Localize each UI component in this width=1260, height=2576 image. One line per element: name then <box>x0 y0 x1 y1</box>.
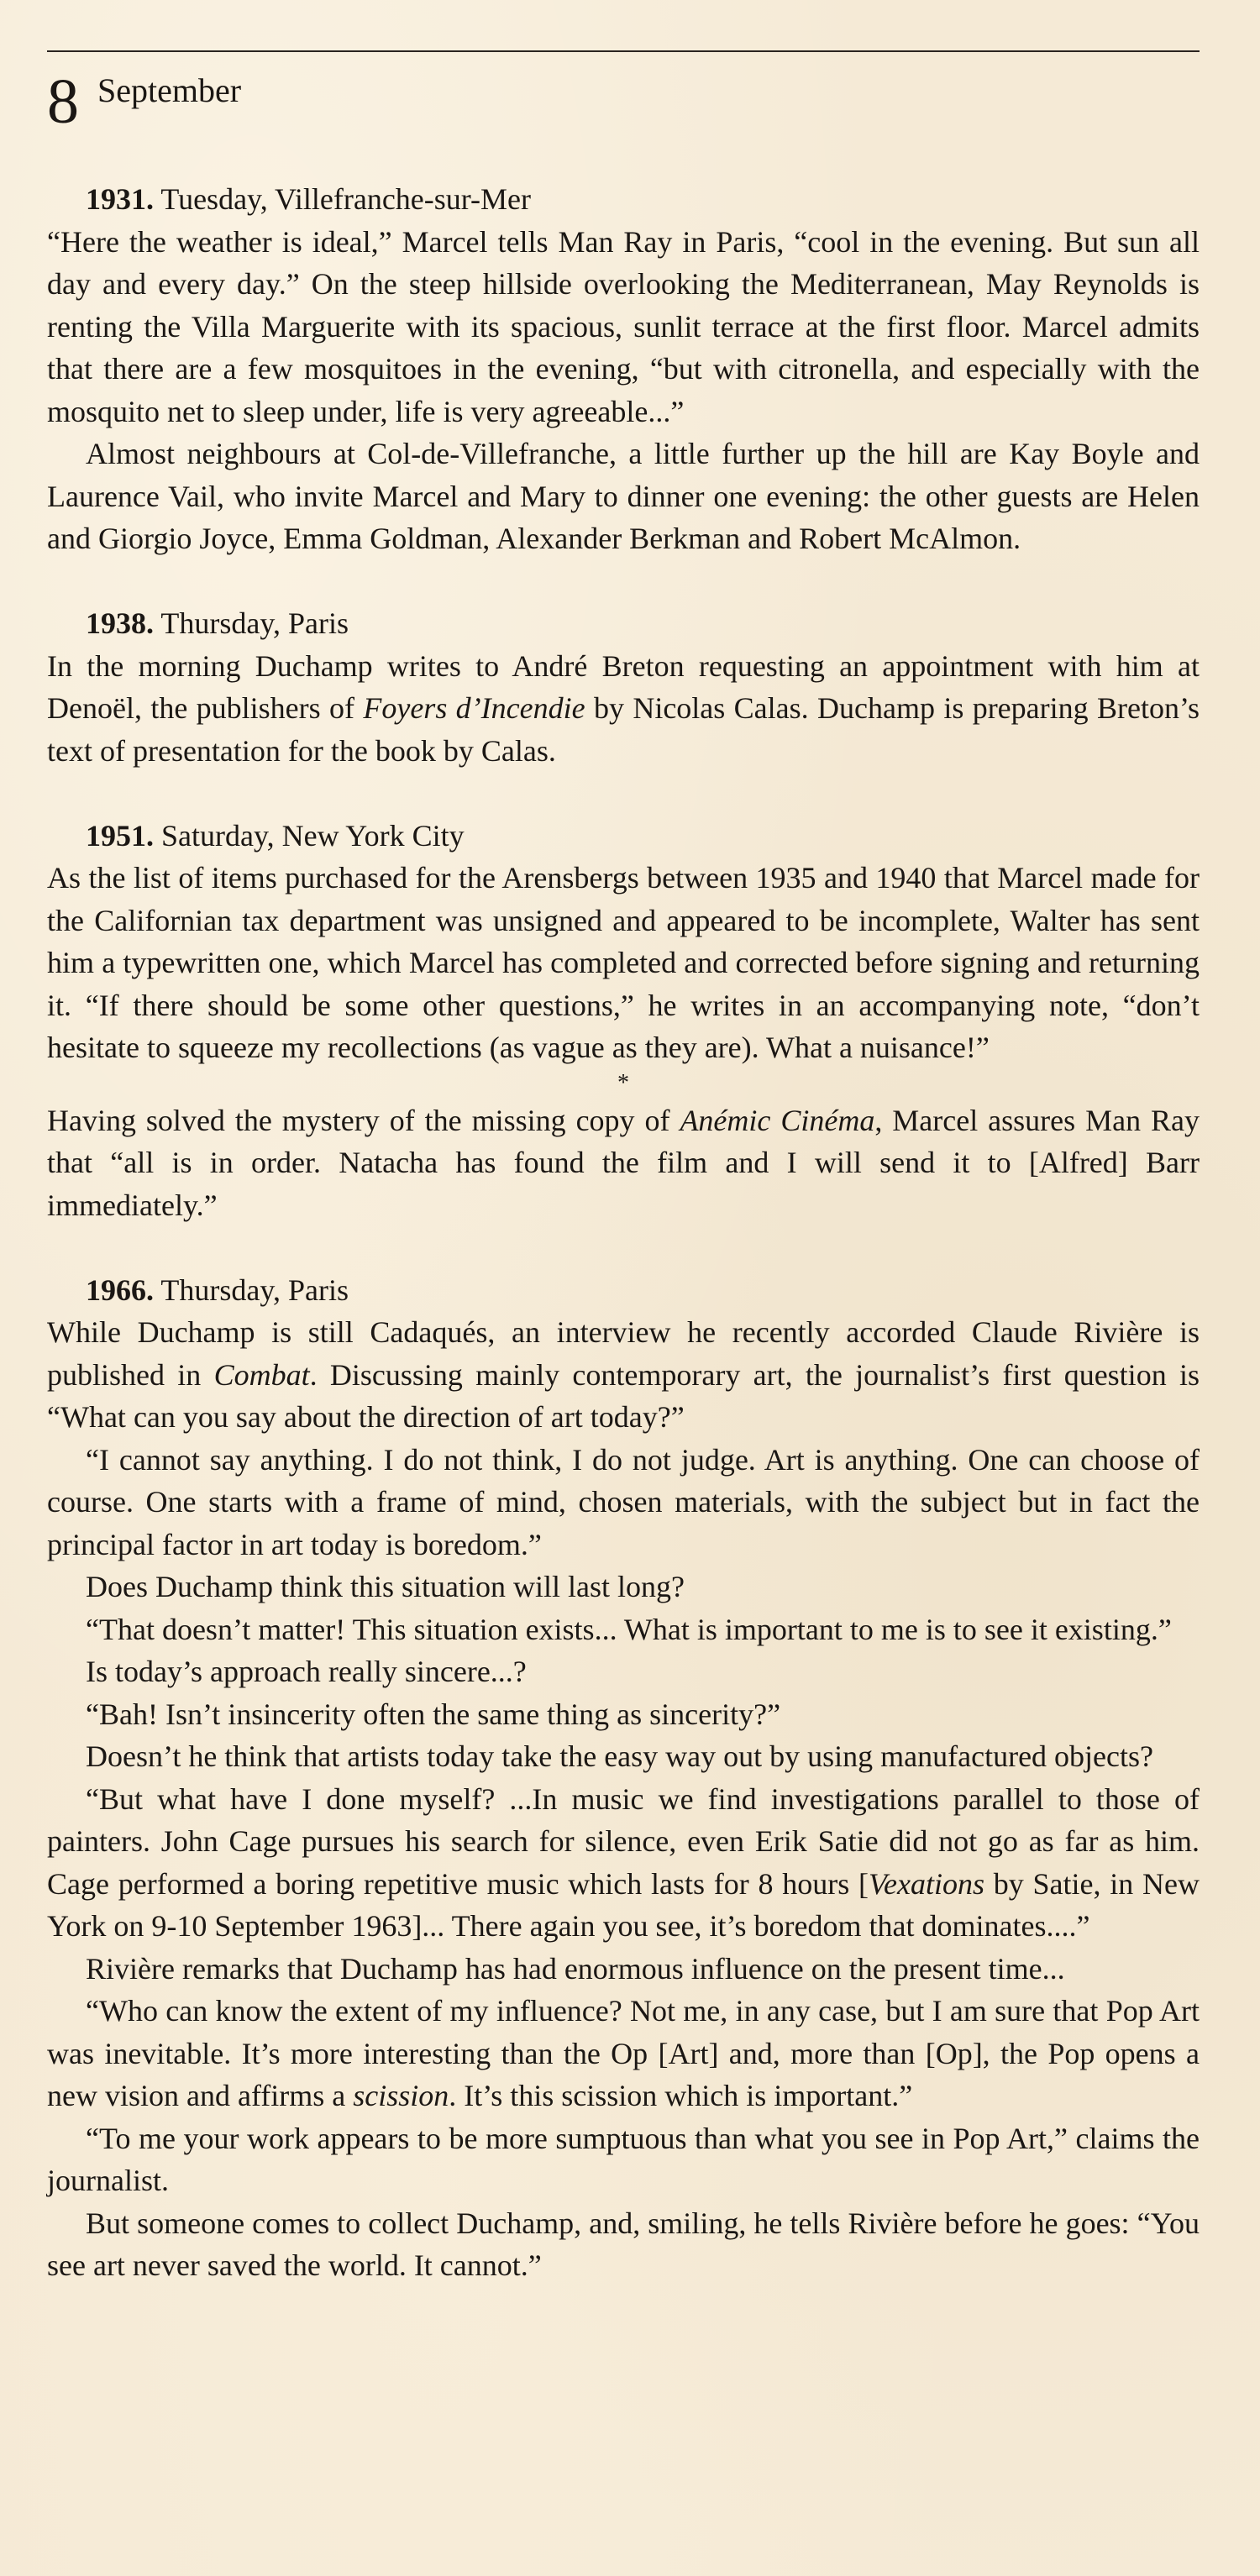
entry-heading <box>47 1269 1200 1312</box>
date-header <box>47 66 241 136</box>
entry-year: 1966. <box>86 1272 154 1307</box>
entry-year: 1938. <box>86 606 154 640</box>
entry-heading <box>47 815 1200 858</box>
paragraph: Does Duchamp think this situation will last long? <box>86 1570 685 1603</box>
paragraph: “Here the weather is ideal,” Marcel tells Man Ray in Paris, “cool in the evening. But sun all day and every day.” On the steep hillside overlooking the Mediterranean, May Reynolds is renting the Villa Marguerite with its spacious, sunlit terrace at the first floor. Marcel admits that there are a few mosquitoes in the evening, “but with citronella, and especially with the mosquito net to sleep under, life is very agreeable...” <box>47 224 1200 428</box>
book-title: Foyers d’Incendie <box>363 691 585 725</box>
text-run: by Satie, in New York on 9-10 September 1963]... There again you see, it’s boredom that dominates....” <box>47 1866 1200 1943</box>
paragraph <box>47 1311 1200 1439</box>
paragraph: Is today’s approach really sincere...? <box>86 1655 527 1688</box>
music-title: Vexations <box>869 1866 985 1901</box>
text-run: . It’s this scission which is important.” <box>449 2079 913 2112</box>
entry-place: Thursday, Paris <box>154 1272 349 1307</box>
body-text <box>47 178 1200 2329</box>
entry-place: Saturday, New York City <box>154 818 465 853</box>
entry-1966 <box>47 1269 1200 2287</box>
text-run: While Duchamp is still Cadaqués, an interview he recently accorded Claude Rivière is published in <box>47 1315 1200 1392</box>
day-number: 8 <box>47 66 79 137</box>
paragraph: “Bah! Isn’t insincerity often the same thing as sincerity?” <box>86 1697 781 1731</box>
paragraph <box>47 1990 1200 2117</box>
entry-year: 1931. <box>86 182 154 216</box>
entry-1938 <box>47 602 1200 772</box>
paragraph <box>47 645 1200 773</box>
emphasized-word: scission <box>353 2079 449 2112</box>
newspaper-title: Combat <box>213 1357 310 1392</box>
paragraph: Almost neighbours at Col-de-Villefranche, a little further up the hill are Kay Boyle and Laurence Vail, who invite Marcel and Mary to dinner one evening: the other guests are Helen and Giorgio Joyce, Emma Goldman, Alexander Berkman and Robert McAlmon. <box>47 437 1200 555</box>
section-separator: * <box>617 1069 629 1096</box>
entry-heading <box>47 178 1200 221</box>
paragraph <box>47 1099 1200 1227</box>
month-name: September <box>97 71 242 109</box>
text-run: . Discussing mainly contemporary art, the journalist’s first question is “What can you say about the direction of art today?” <box>47 1357 1200 1434</box>
paragraph: But someone comes to collect Duchamp, and, smiling, he tells Rivière before he goes: “You see art never saved the world. It cannot.” <box>47 2206 1200 2282</box>
film-title: Anémic Cinéma <box>680 1103 875 1137</box>
entry-year: 1951. <box>86 818 154 853</box>
text-run: In the morning Duchamp writes to André Breton requesting an appointment with him at Denoël, the publishers of <box>47 648 1200 725</box>
text-run: “But what have I done myself? ...In music we find investigations parallel to those of painters. John Cage pursues his search for silence, even Erik Satie did not go as far as him. Cage performed a boring repetitive music which lasts for 8 hours [ <box>47 1781 1200 1901</box>
paragraph: Doesn’t he think that artists today take the easy way out by using manufactured objects? <box>86 1739 1154 1773</box>
text-run: Having solved the mystery of the missing copy of <box>47 1103 680 1137</box>
paragraph: As the list of items purchased for the Arensbergs between 1935 and 1940 that Marcel made for the Californian tax department was unsigned and appeared to be incomplete, Walter has sent him a typewritten one, which Marcel has completed and corrected before signing and returning it. “If there should be some other questions,” he writes in an accompanying note, “don’t hesitate to squeeze my recollections (as vague as they are). What a nuisance!” <box>47 861 1200 1064</box>
entry-place: Thursday, Paris <box>154 606 349 640</box>
paragraph: “To me your work appears to be more sumptuous than what you see in Pop Art,” claims the journalist. <box>47 2121 1200 2197</box>
paragraph <box>47 1778 1200 1948</box>
top-rule <box>47 50 1200 52</box>
text-run: by Nicolas Calas. Duchamp is preparing Breton’s text of presentation for the book by Calas. <box>47 691 1200 768</box>
entry-place: Tuesday, Villefranche-sur-Mer <box>154 182 532 216</box>
text-run: “Who can know the extent of my influence? Not me, in any case, but I am sure that Pop Art was inevitable. It’s more interesting than the Op [Art] and, more than [Op], the Pop opens a new vision and affirms a <box>47 1994 1200 2112</box>
paragraph: “I cannot say anything. I do not think, I do not judge. Art is anything. One can choose of course. One starts with a frame of mind, chosen materials, with the subject but in fact the principal factor in art today is boredom.” <box>47 1442 1200 1561</box>
paragraph: “That doesn’t matter! This situation exists... What is important to me is to see it existing.” <box>86 1612 1172 1646</box>
text-run: , Marcel assures Man Ray that “all is in order. Natacha has found the film and I will send it to [Alfred] Barr immediately.” <box>47 1103 1200 1222</box>
entry-1931 <box>47 178 1200 560</box>
paragraph: Rivière remarks that Duchamp has had enormous influence on the present time... <box>86 1951 1065 1986</box>
entry-heading <box>47 602 1200 645</box>
entry-1951 <box>47 815 1200 1227</box>
